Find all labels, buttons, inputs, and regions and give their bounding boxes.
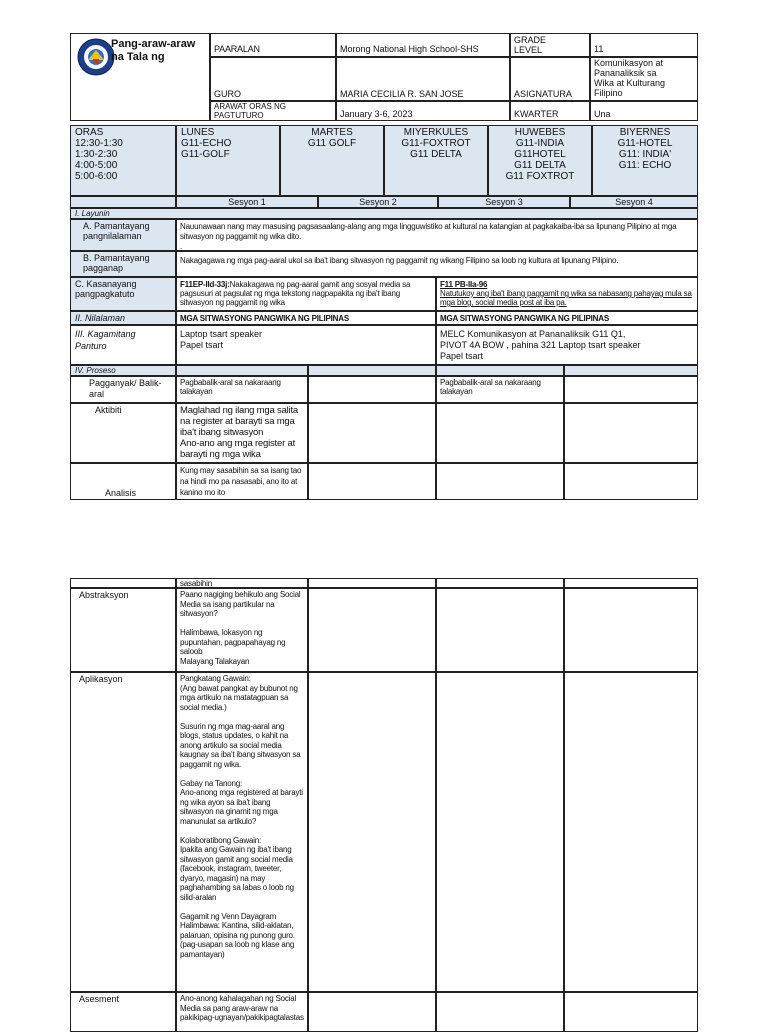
asignatura-value: Komunikasyon at Pananaliksik sa Wika at Kulturang Filipino bbox=[590, 57, 698, 101]
abstraksyon-session-4 bbox=[564, 588, 698, 672]
header-title-cell bbox=[70, 33, 210, 121]
asesment-session-2 bbox=[308, 992, 436, 1032]
schedule-martes: MARTES G11 GOLF bbox=[280, 125, 384, 196]
proseso-heading: IV. Proseso bbox=[70, 365, 176, 376]
pagganap-text: Nakagagawa ng mga pag-aaral ukol sa iba't ibang sitwasyon ng paggamit ng wikang Filipino sa loob ng kultura at lipunang Pilipino. bbox=[176, 251, 698, 277]
session-4: Sesyon 4 bbox=[570, 196, 698, 208]
abstraksyon-session-3 bbox=[436, 588, 564, 672]
kasanayan-1-code: F11EP-IId-33j: bbox=[180, 280, 230, 289]
oras-ng-pagtuturo-value: January 3-6, 2023 bbox=[336, 101, 510, 121]
session-spacer bbox=[70, 196, 176, 208]
header-title: Pang-araw-araw na Tala ng bbox=[111, 38, 196, 63]
kasanayan-session-3 bbox=[436, 277, 698, 311]
aktibiti-text: Maglahad ng ilang mga salita na register at barayti sa mga iba't ibang sitwasyon Ano-ano ang mga register at barayti ng mga wika bbox=[180, 405, 298, 460]
nilalaman-session-1: MGA SITWASYONG PANGWIKA NG PILIPINAS bbox=[176, 311, 436, 325]
analisis-session-2 bbox=[308, 463, 436, 500]
oras-ng-pagtuturo-label: ARAWAT ORAS NG PAGTUTURO bbox=[210, 101, 336, 121]
pagganyak-session-1: Pagbabalik-aral sa nakaraang talakayan bbox=[176, 376, 308, 403]
p2-cont-c3 bbox=[436, 578, 564, 588]
schedule-miyerkules: MIYERKULES G11-FOXTROT G11 DELTA bbox=[384, 125, 488, 196]
school-seal-icon bbox=[77, 38, 115, 76]
schedule-biyernes: BIYERNES G11-HOTEL G11: INDIA' G11: ECHO bbox=[592, 125, 698, 196]
analisis-session-3 bbox=[436, 463, 564, 500]
guro-label: GURO bbox=[210, 57, 336, 101]
proseso-c2 bbox=[308, 365, 436, 376]
pagganyak-session-3: Pagbabalik-aral sa nakaraang talakayan bbox=[436, 376, 564, 403]
aplikasyon-session-2 bbox=[308, 672, 436, 992]
proseso-c3 bbox=[436, 365, 564, 376]
asesment-session-3 bbox=[436, 992, 564, 1032]
session-1: Sesyon 1 bbox=[176, 196, 318, 208]
abstraksyon-label: Abstraksyon bbox=[70, 588, 176, 672]
grade-value: 11 bbox=[590, 33, 698, 57]
p2-cont-c2 bbox=[308, 578, 436, 588]
session-2: Sesyon 2 bbox=[318, 196, 438, 208]
grade-label: GRADE LEVEL bbox=[510, 33, 590, 57]
layunin-heading: I. Layunin bbox=[70, 208, 698, 219]
schedule-oras: ORAS 12:30-1:30 1:30-2:30 4:00-5:00 5:00-6:00 bbox=[70, 125, 176, 196]
schedule-lunes: LUNES G11-ECHO G11-GOLF bbox=[176, 125, 280, 196]
aktibiti-session-3 bbox=[436, 403, 564, 463]
analisis-session-4 bbox=[564, 463, 698, 500]
paaralan-value: Morong National High School-SHS bbox=[336, 33, 510, 57]
abstraksyon-session-1: Paano nagiging behikulo ang Social Media sa isang partikular na sitwasyon? Halimbawa, lokasyon ng pupuntahan, pagpapahayag ng saloob Malayang Talakayan bbox=[176, 588, 308, 672]
asignatura-label: ASIGNATURA bbox=[510, 57, 590, 101]
kasanayan-1-text: Nakakagawa ng pag-aaral gamit ang sosyal media sa pagsusuri at pagsulat ng mga tekstong nagpapakita ng iba't ibang sitwasyon ng paggamit ng wika bbox=[180, 280, 411, 307]
kwarter-value: Una bbox=[590, 101, 698, 121]
schedule-huwebes: HUWEBES G11-INDIA G11HOTEL G11 DELTA G11 FOXTROT bbox=[488, 125, 592, 196]
kagamitan-label: III. Kagamitang Panturo bbox=[70, 325, 176, 365]
aplikasyon-session-3 bbox=[436, 672, 564, 992]
paaralan-label: PAARALAN bbox=[210, 33, 336, 57]
aktibiti-session-1 bbox=[176, 403, 308, 463]
kwarter-label: KWARTER bbox=[510, 101, 590, 121]
kasanayan-3-text: Natutukoy ang iba't ibang paggamit ng wika sa nabasang pahayag mula sa mga blog, social media post at iba pa. bbox=[440, 289, 692, 307]
proseso-c4 bbox=[564, 365, 698, 376]
aplikasyon-label: Aplikasyon bbox=[70, 672, 176, 992]
proseso-c1 bbox=[176, 365, 308, 376]
p2-cont-c4 bbox=[564, 578, 698, 588]
aplikasyon-session-4 bbox=[564, 672, 698, 992]
aktibiti-session-4 bbox=[564, 403, 698, 463]
pagganyak-session-2 bbox=[308, 376, 436, 403]
abstraksyon-session-2 bbox=[308, 588, 436, 672]
pangnilalaman-label: A. Pamantayang pangnilalaman bbox=[70, 219, 176, 251]
session-3: Sesyon 3 bbox=[438, 196, 570, 208]
aktibiti-session-2 bbox=[308, 403, 436, 463]
asesment-session-1: Ano-anong kahalagahan ng Social Media sa pang araw-araw na pakikipag-ugnayan/pakikipagtalastas bbox=[176, 992, 308, 1032]
kasanayan-3-code: F11 PB-IIa-96 bbox=[440, 280, 488, 289]
aplikasyon-session-1: Pangkatang Gawain: (Ang bawat pangkat ay bubunot ng mga artikulo na matatagpuan sa social media.) Susurin ng mga mag-aaral ang blogs, status updates, o kahit na anong artikulo sa social media kaugnay sa iba't ibang sitwasyon sa paggamit ng wika. Gabay na Tanong: Ano-anong mga registered at barayti ng wika ayon sa iba't ibang sitwasyon na ginamit ng mga manunulat sa artikulo? Kolaboratibong Gawain: Ipakita ang Gawain ng iba't ibang sitwasyon gamit ang social media (facebook, instagram, tweeter, dyaryo, magasin) na may paghahambing sa labas o loob ng silid-aralan Gagamit ng Venn Dayagram Halimbawa: Kantina, silid-aklatan, palaruan, opisina ng punong guro. (pag-usapan sa loob ng klase ang pamantayan) bbox=[176, 672, 308, 992]
asesment-session-4 bbox=[564, 992, 698, 1032]
aktibiti-label: Aktibiti bbox=[70, 403, 176, 463]
asesment-label: Asesment bbox=[70, 992, 176, 1032]
analisis-session-1: Kung may sasabihin sa sa isang tao na hindi mo pa nasasabi, ano ito at kanino mo ito bbox=[176, 463, 308, 500]
pagganyak-label: Pagganyak/ Balik- aral bbox=[70, 376, 176, 403]
pagganyak-session-4 bbox=[564, 376, 698, 403]
kagamitan-session-1: Laptop tsart speaker Papel tsart bbox=[176, 325, 436, 365]
kasanayan-label: C. Kasanayang pangpagkatuto bbox=[70, 277, 176, 311]
p2-cont-label bbox=[70, 578, 176, 588]
analisis-label: Analisis bbox=[70, 463, 176, 500]
p2-cont-text: sasabihin bbox=[176, 578, 308, 588]
kasanayan-session-1 bbox=[176, 277, 436, 311]
guro-value: MARIA CECILIA R. SAN JOSE bbox=[336, 57, 510, 101]
pangnilalaman-text: Nauunawaan nang may masusing pagsasaalang-alang ang mga lingguwistiko at kultural na katangian at pagkakaiba-iba sa lipunang Pilipino at mga sitwasyon ng paggamit ng wika dito. . bbox=[176, 219, 698, 251]
nilalaman-session-3: MGA SITWASYONG PANGWIKA NG PILIPINAS bbox=[436, 311, 698, 325]
pagganap-label: B. Pamantayang pagganap bbox=[70, 251, 176, 277]
nilalaman-label: II. Nilalaman bbox=[70, 311, 176, 325]
kagamitan-session-3: MELC Komunikasyon at Pananaliksik G11 Q1, PIVOT 4A BOW , pahina 321 Laptop tsart speaker Papel tsart bbox=[436, 325, 698, 365]
